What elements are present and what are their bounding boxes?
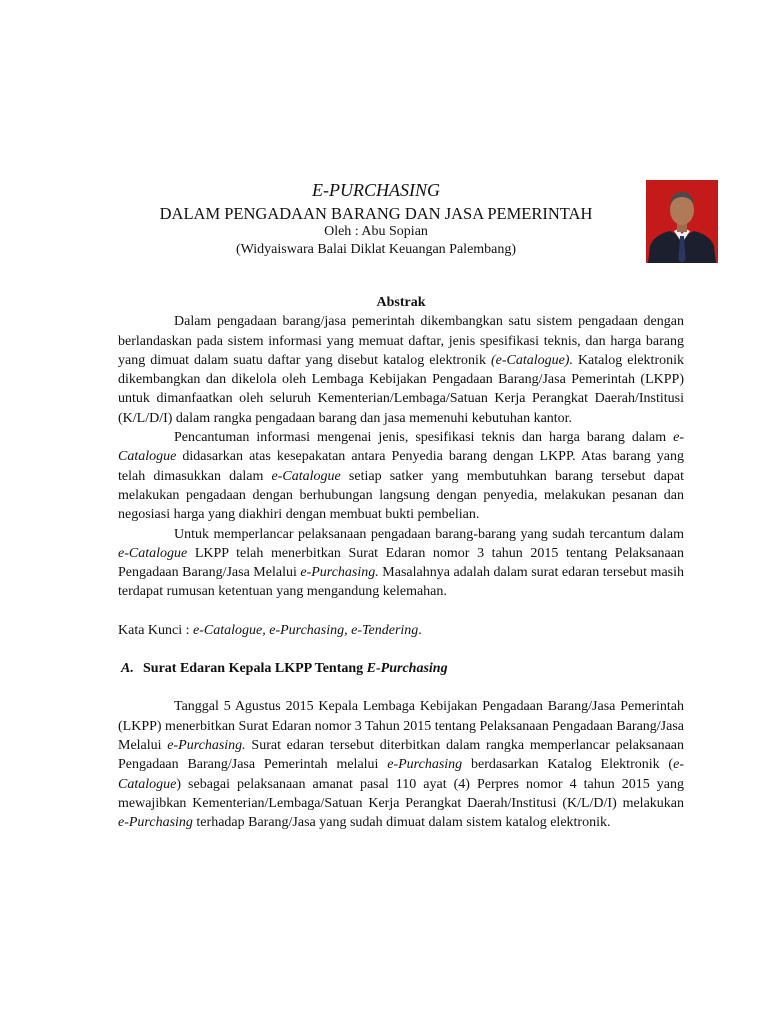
abstract-heading: Abstrak (376, 295, 426, 310)
document-title: E-PURCHASING (312, 180, 440, 200)
author-portrait-photo (646, 180, 718, 263)
author-line: Oleh : Abu Sopian (324, 224, 428, 239)
abstract-paragraph-3: Untuk memperlancar pelaksanaan pengadaan barang-barang yang sudah tercantum dalam e-Catalogue LKPP telah menerbitkan Surat Edaran nomor 3 tahun 2015 tentang Pelaksanaan Pengadaan Barang/Jasa Melalui e-Purchasing. Masalahnya adalah dalam surat edaran tersebut masih terdapat rumusan ketentuan yang mengandung kelemahan. (118, 526, 685, 600)
keywords-value: e-Catalogue, e-Purchasing, e-Tendering (193, 622, 419, 638)
abstract-paragraph-1: Dalam pengadaan barang/jasa pemerintah dikembangkan satu sistem pengadaan dengan berlandaskan pada sistem informasi yang memuat daftar, jenis spesifikasi teknis, dan harga barang yang dimuat dalam suatu daftar yang disebut katalog elektronik (e-Catalogue). Katalog elektronik dikembangkan dan dikelola oleh Lembaga Kebijakan Pengadaan Barang/Jasa Pemerintah (LKPP) untuk dimanfaatkan oleh seluruh Kementerian/Lembaga/Satuan Kerja Perangkat Daerah/Institusi (K/L/D/I) dalam rangka pengadaan barang dan jasa memenuhi kebutuhan kantor. (118, 314, 685, 426)
document-header (118, 180, 634, 259)
section-a-heading: A. Surat Edaran Kepala LKPP Tentang E-Purchasing (118, 659, 684, 678)
section-a-paragraph: Tanggal 5 Agustus 2015 Kepala Lembaga Kebijakan Pengadaan Barang/Jasa Pemerintah (LKPP) menerbitkan Surat Edaran nomor 3 Tahun 2015 tentang Pelaksanaan Pengadaan Barang/Jasa Melalui e-Purchasing. Surat edaran tersebut diterbitkan dalam rangka memperlancar pelaksanaan Pengadaan Barang/Jasa Pemerintah melalui e-Purchasing berdasarkan Katalog Elektronik (e-Catalogue) sebagai pelaksanaan amanat pasal 110 ayat (4) Perpres nomor 4 tahun 2015 yang mewajibkan Kementerian/Lembaga/Satuan Kerja Perangkat Daerah/Institusi (K/L/D/I) melakukan e-Purchasing terhadap Barang/Jasa yang sudah dimuat dalam sistem katalog elektronik. (118, 699, 684, 831)
keywords-line: Kata Kunci : e-Catalogue, e-Purchasing, e-Tendering. (118, 622, 422, 638)
author-affiliation: (Widyaiswara Balai Diklat Keuangan Palembang) (235, 242, 517, 257)
section-a-letter: A. (121, 661, 134, 677)
abstract-paragraph-2: Pencantuman informasi mengenai jenis, spesifikasi teknis dan harga barang dalam e-Catalogue didasarkan atas kesepakatan antara Penyedia barang dengan LKPP. Atas barang yang telah dimasukkan dalam e-Catalogue setiap satker yang membutuhkan barang tersebut dapat melakukan pengadaan dengan berhubungan langsung dengan penyedia, melakukan pesanan dan negosiasi harga yang diakhiri dengan membuat bukti pembelian. (118, 430, 684, 523)
document-body (118, 293, 684, 832)
keywords-label: Kata Kunci : (118, 622, 194, 638)
document-subtitle: DALAM PENGADAAN BARANG DAN JASA PEMERINTAH (159, 204, 593, 223)
author-portrait-icon (646, 180, 718, 263)
